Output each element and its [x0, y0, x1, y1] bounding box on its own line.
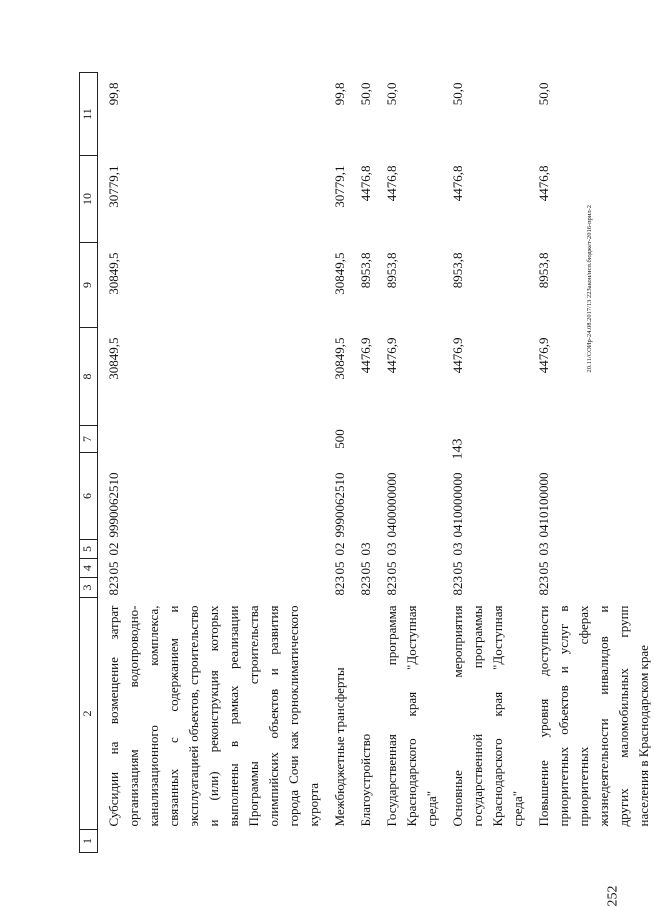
column-header: 4 — [80, 559, 98, 578]
cell-amount-10: 30779,1 — [106, 165, 121, 208]
cell-ministry: 823 — [536, 576, 551, 596]
column-header: 9 — [80, 243, 98, 328]
cell-amount-9: 8953,8 — [384, 252, 399, 289]
cell-ministry: 823 — [450, 576, 465, 596]
cell-name: Межбюджетные трансферты — [332, 667, 347, 827]
cell-amount-9: 30849,5 — [332, 252, 347, 295]
cell-target-code: 9990062510 — [106, 472, 121, 538]
table-row — [98, 73, 325, 853]
footer-page-number: 252 — [605, 885, 621, 907]
cell-subsection: 02 — [106, 542, 121, 556]
cell-col1 — [528, 830, 654, 853]
column-header: 1 — [80, 830, 98, 853]
cell-percent: 50,0 — [536, 82, 551, 106]
cell-percent: 50,0 — [358, 82, 373, 106]
cell-amount-8: 30849,5 — [332, 337, 347, 380]
cell-amount-10: 4476,8 — [358, 165, 373, 202]
cell-expense-type — [98, 426, 325, 453]
cell-col1 — [350, 830, 376, 853]
cell-col1 — [442, 830, 528, 853]
table-row — [350, 73, 376, 853]
cell-expense-type: 500 — [332, 429, 347, 449]
cell-amount-9: 8953,8 — [450, 252, 465, 289]
cell-amount-9: 8953,8 — [358, 252, 373, 289]
cell-section: 05 — [358, 561, 373, 575]
cell-amount-8: 4476,9 — [536, 337, 551, 374]
cell-col1 — [376, 830, 442, 853]
cell-section: 05 — [450, 561, 465, 575]
cell-percent: 99,8 — [332, 82, 347, 106]
column-header: 3 — [80, 578, 98, 598]
cell-name: Субсидии на возмещение затрат организациям водопроводно-канализационного комплекса, связанных с содержанием и эксплуатацией объектов, строительство и (или) реконструкция которых выполнены в рамках реализации Программы строительства олимпийских объектов и развития города Сочи как горноклиматического курорта — [106, 605, 321, 827]
cell-subsection: 03 — [358, 542, 373, 556]
cell-target-code — [350, 453, 376, 540]
table-row — [376, 73, 442, 853]
cell-name: Основные мероприятия государственной программы Краснодарского края "Доступная среда" — [450, 605, 525, 827]
cell-subsection: 03 — [450, 542, 465, 556]
cell-amount-10: 30779,1 — [332, 165, 347, 208]
column-header: 11 — [80, 73, 98, 156]
table-row — [442, 73, 528, 853]
cell-col1 — [324, 830, 350, 853]
cell-amount-8: 4476,9 — [450, 337, 465, 374]
column-header: 10 — [80, 156, 98, 243]
cell-name: Повышение уровня доступности приоритетных объектов и услуг в приоритетных сферах жизнедеятельности инвалидов и других маломобильных групп населения в Краснодарском крае — [536, 605, 651, 827]
table-row — [528, 73, 654, 853]
document-code: 20.11/СОИр-24.08.2017/13 22Закон/исп.бюджет-2016-прил-2 — [586, 205, 593, 373]
cell-col1 — [98, 830, 325, 853]
cell-amount-8: 30849,5 — [106, 337, 121, 380]
cell-expense-type — [442, 426, 528, 453]
cell-percent: 50,0 — [450, 82, 465, 106]
cell-amount-8: 4476,9 — [384, 337, 399, 374]
cell-amount-10: 4476,8 — [384, 165, 399, 202]
column-header: 7 — [80, 426, 98, 453]
cell-ministry: 823 — [384, 576, 399, 596]
cell-amount-9: 8953,8 — [536, 252, 551, 289]
cell-expense-type — [528, 426, 654, 453]
cell-percent: 50,0 — [384, 82, 399, 106]
cell-subsection: 03 — [384, 542, 399, 556]
cell-name: Государственная программа Краснодарского края "Доступная среда" — [384, 605, 439, 827]
cell-section: 05 — [384, 561, 399, 575]
cell-subsection: 02 — [332, 542, 347, 556]
cell-percent: 99,8 — [106, 82, 121, 106]
budget-table — [79, 72, 654, 853]
cell-ministry: 823 — [358, 576, 373, 596]
cell-expense-type — [350, 426, 376, 453]
cell-section: 05 — [332, 561, 347, 575]
cell-amount-9: 30849,5 — [106, 252, 121, 295]
column-header: 8 — [80, 328, 98, 426]
cell-section: 05 — [106, 561, 121, 575]
cell-target-code: 0410100000 — [536, 472, 551, 538]
column-header: 5 — [80, 540, 98, 559]
cell-target-code: 0410000000 — [450, 472, 465, 538]
cell-target-code: 9990062510 — [332, 472, 347, 538]
column-header: 6 — [80, 453, 98, 540]
cell-amount-10: 4476,8 — [450, 165, 465, 202]
cell-subsection: 03 — [536, 542, 551, 556]
cell-target-code: 0400000000 — [384, 472, 399, 538]
cell-amount-8: 4476,9 — [358, 337, 373, 374]
table-row — [324, 73, 350, 853]
cell-name: Благоустройство — [358, 733, 373, 827]
cell-expense-type — [376, 426, 442, 453]
cell-section: 05 — [536, 561, 551, 575]
column-header: 2 — [80, 598, 98, 830]
cell-amount-10: 4476,8 — [536, 165, 551, 202]
page-number: 143 — [450, 438, 466, 460]
cell-ministry: 823 — [332, 576, 347, 596]
budget-table-sheet — [79, 73, 651, 853]
header-row — [80, 73, 98, 853]
cell-ministry: 823 — [106, 576, 121, 596]
